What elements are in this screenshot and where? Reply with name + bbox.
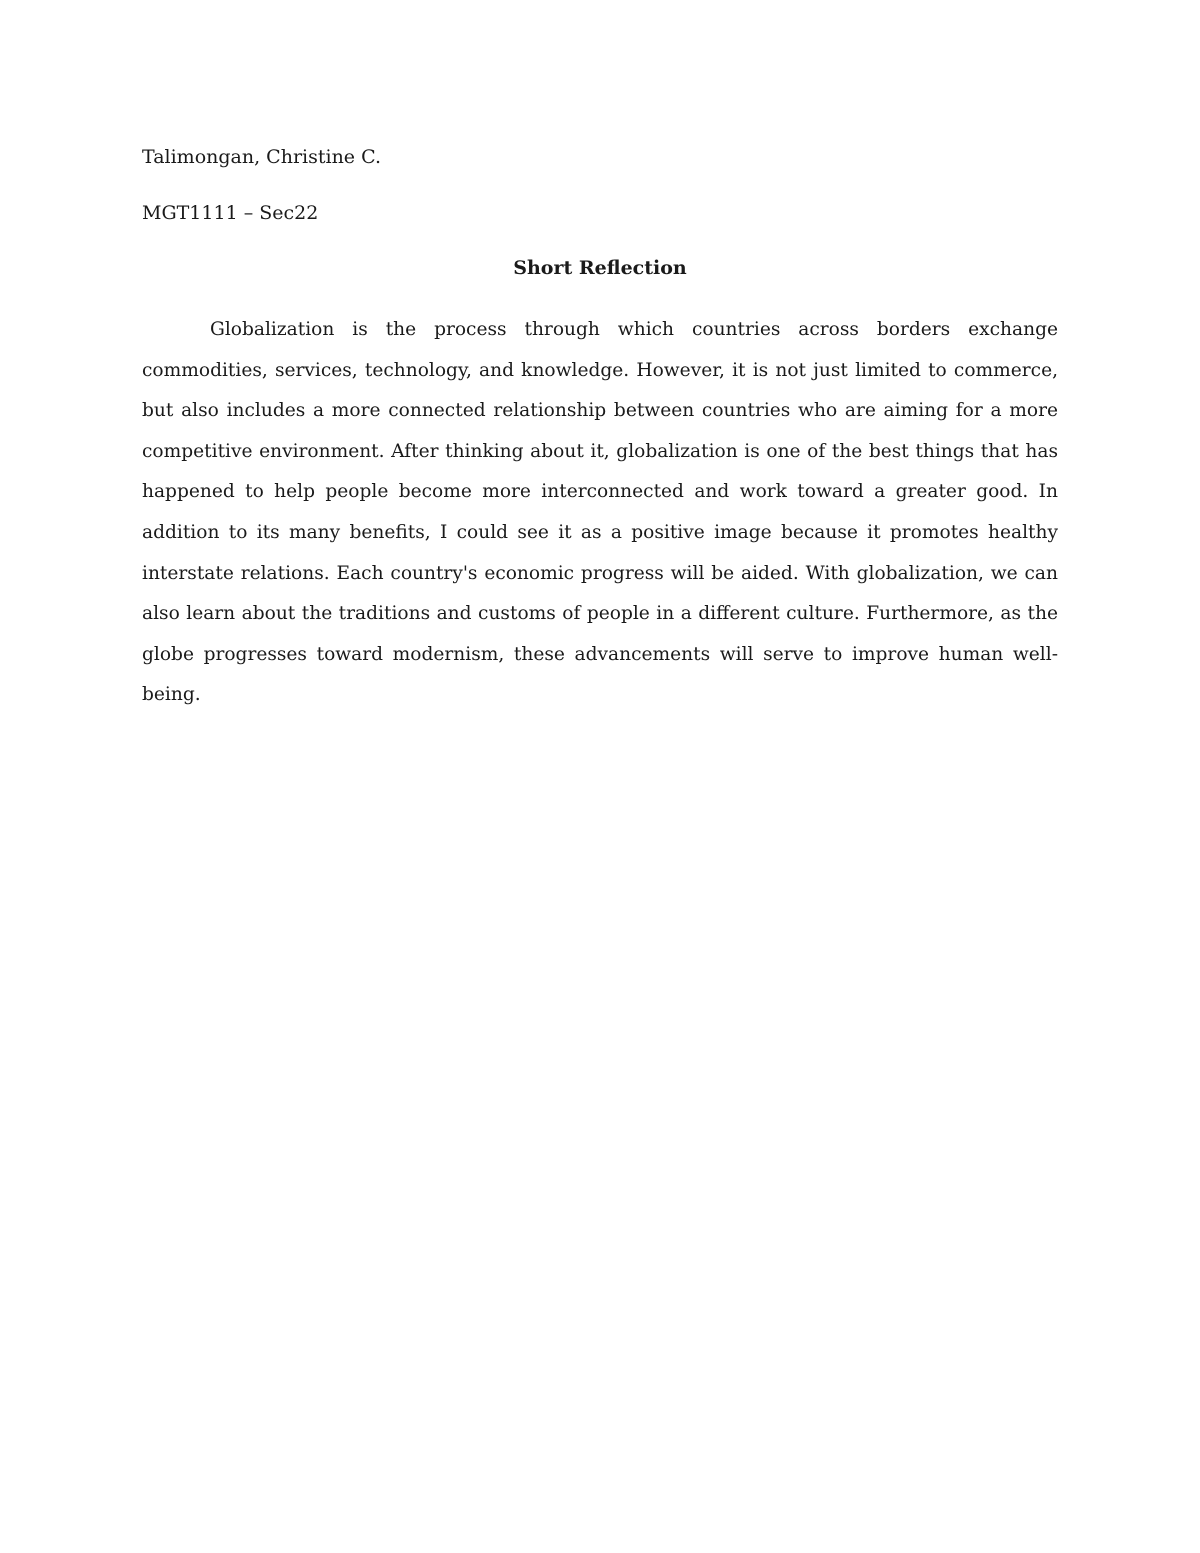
course-section: MGT1111 – Sec22 [142,202,319,224]
author-name: Talimongan, Christine C. [142,146,381,168]
page-title: Short Reflection [513,257,687,279]
reflection-paragraph: Globalization is the process through which countries across borders exchange commodities, services, technology, and knowledge. However, it is not just limited to commerce, but also includes a more connected relationship between countries who are aiming for a more competitive environment. After thinking about it, globalization is one of the best things that has happened to help people become more interconnected and work toward a greater good. In addition to its many benefits, I could see it as a positive image because it promotes healthy interstate relations. Each country's economic progress will be aided. With globalization, we can also learn about the traditions and customs of people in a different culture. Furthermore, as the globe progresses toward modernism, these advancements will serve to improve human well-being. [142,319,1058,706]
